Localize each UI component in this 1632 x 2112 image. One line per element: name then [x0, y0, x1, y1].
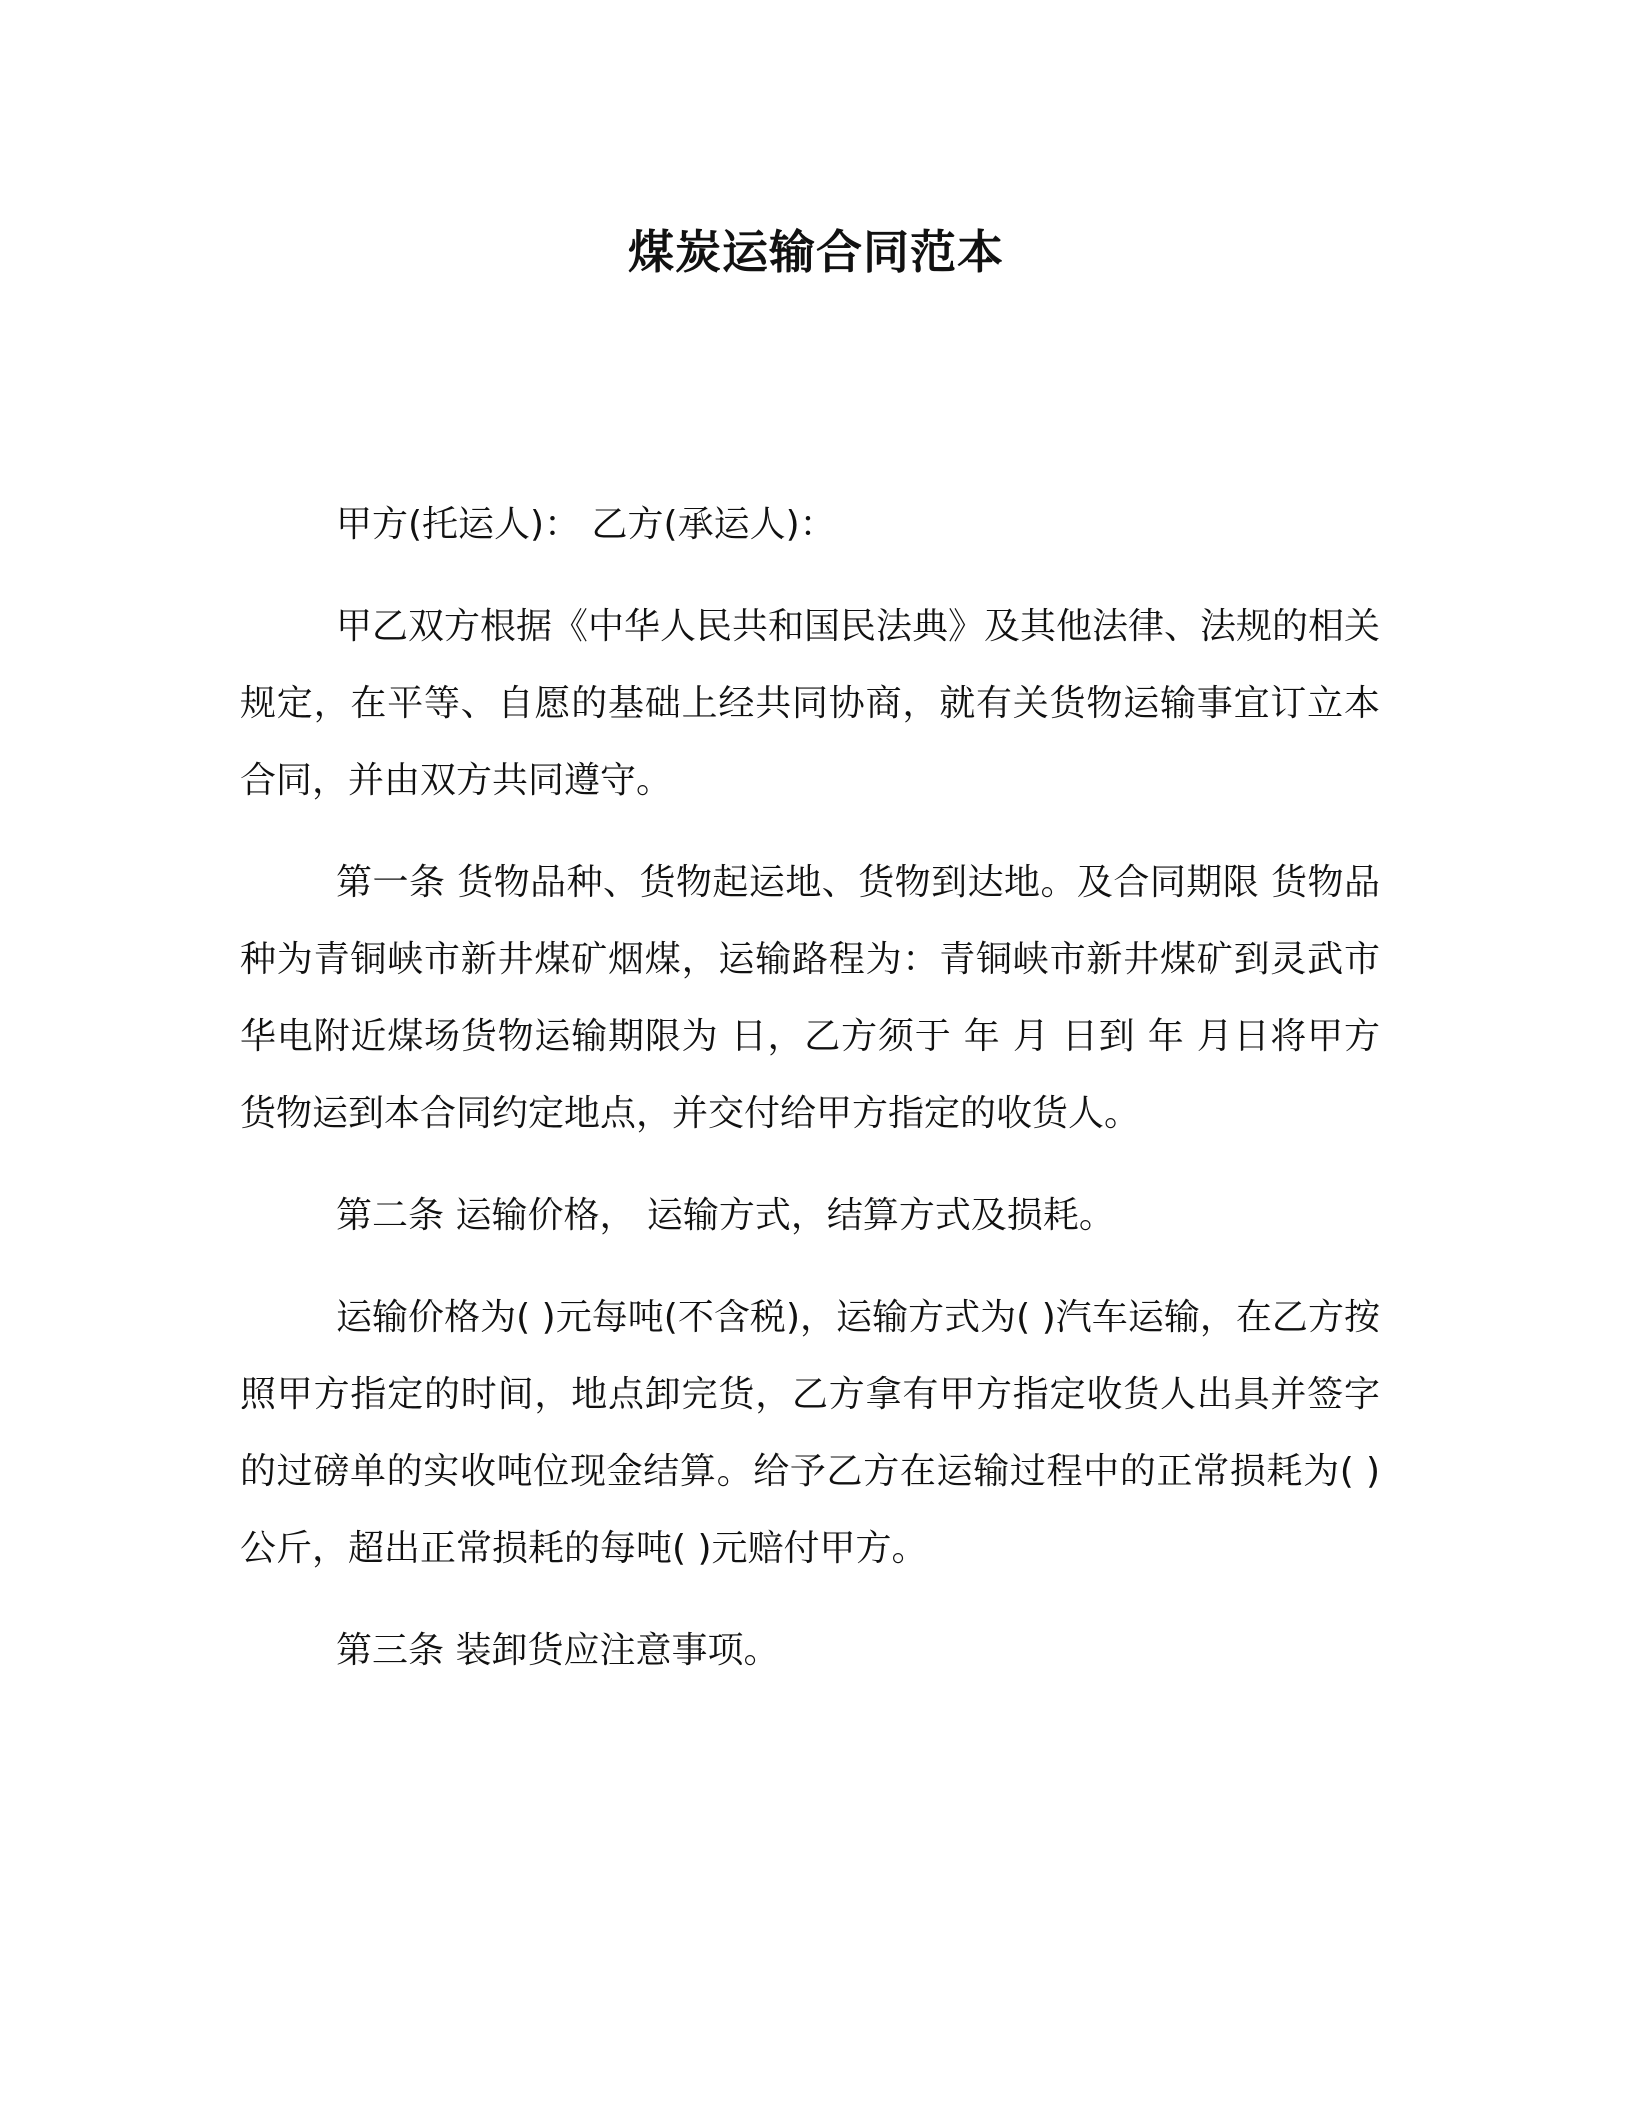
- parties-line: 甲方(托运人)： 乙方(承运人)：: [336, 504, 836, 545]
- preamble-paragraph: 甲乙双方根据《中华人民共和国民法典》及其他法律、法规的相关规定，在平等、自愿的基础上经共同协商，就有关货物运输事宜订立本合同，并由双方共同遵守。: [240, 606, 1381, 801]
- article-2-heading: 第二条 运输价格， 运输方式，结算方式及损耗。: [336, 1195, 1115, 1236]
- article-1-paragraph: 第一条 货物品种、货物起运地、货物到达地。及合同期限 货物品种为青铜峡市新井煤矿烟煤，运输路程为：青铜峡市新井煤矿到灵武市华电附近煤场货物运输期限为 日，乙方须于 年 月 日到 年 月日将甲方货物运到本合同约定地点，并交付给甲方指定的收货人。: [240, 862, 1380, 1134]
- article-2-paragraph: 运输价格为( )元每吨(不含税)，运输方式为( )汽车运输，在乙方按照甲方指定的时间，地点卸完货，乙方拿有甲方指定收货人出具并签字的过磅单的实收吨位现金结算。给予乙方在运输过程中的正常损耗为( )公斤，超出正常损耗的每吨( )元赔付甲方。: [240, 1297, 1380, 1569]
- document-title: 煤炭运输合同范本: [628, 225, 1004, 279]
- document-body: [240, 486, 1380, 1714]
- article-3-heading: 第三条 装卸货应注意事项。: [336, 1630, 780, 1671]
